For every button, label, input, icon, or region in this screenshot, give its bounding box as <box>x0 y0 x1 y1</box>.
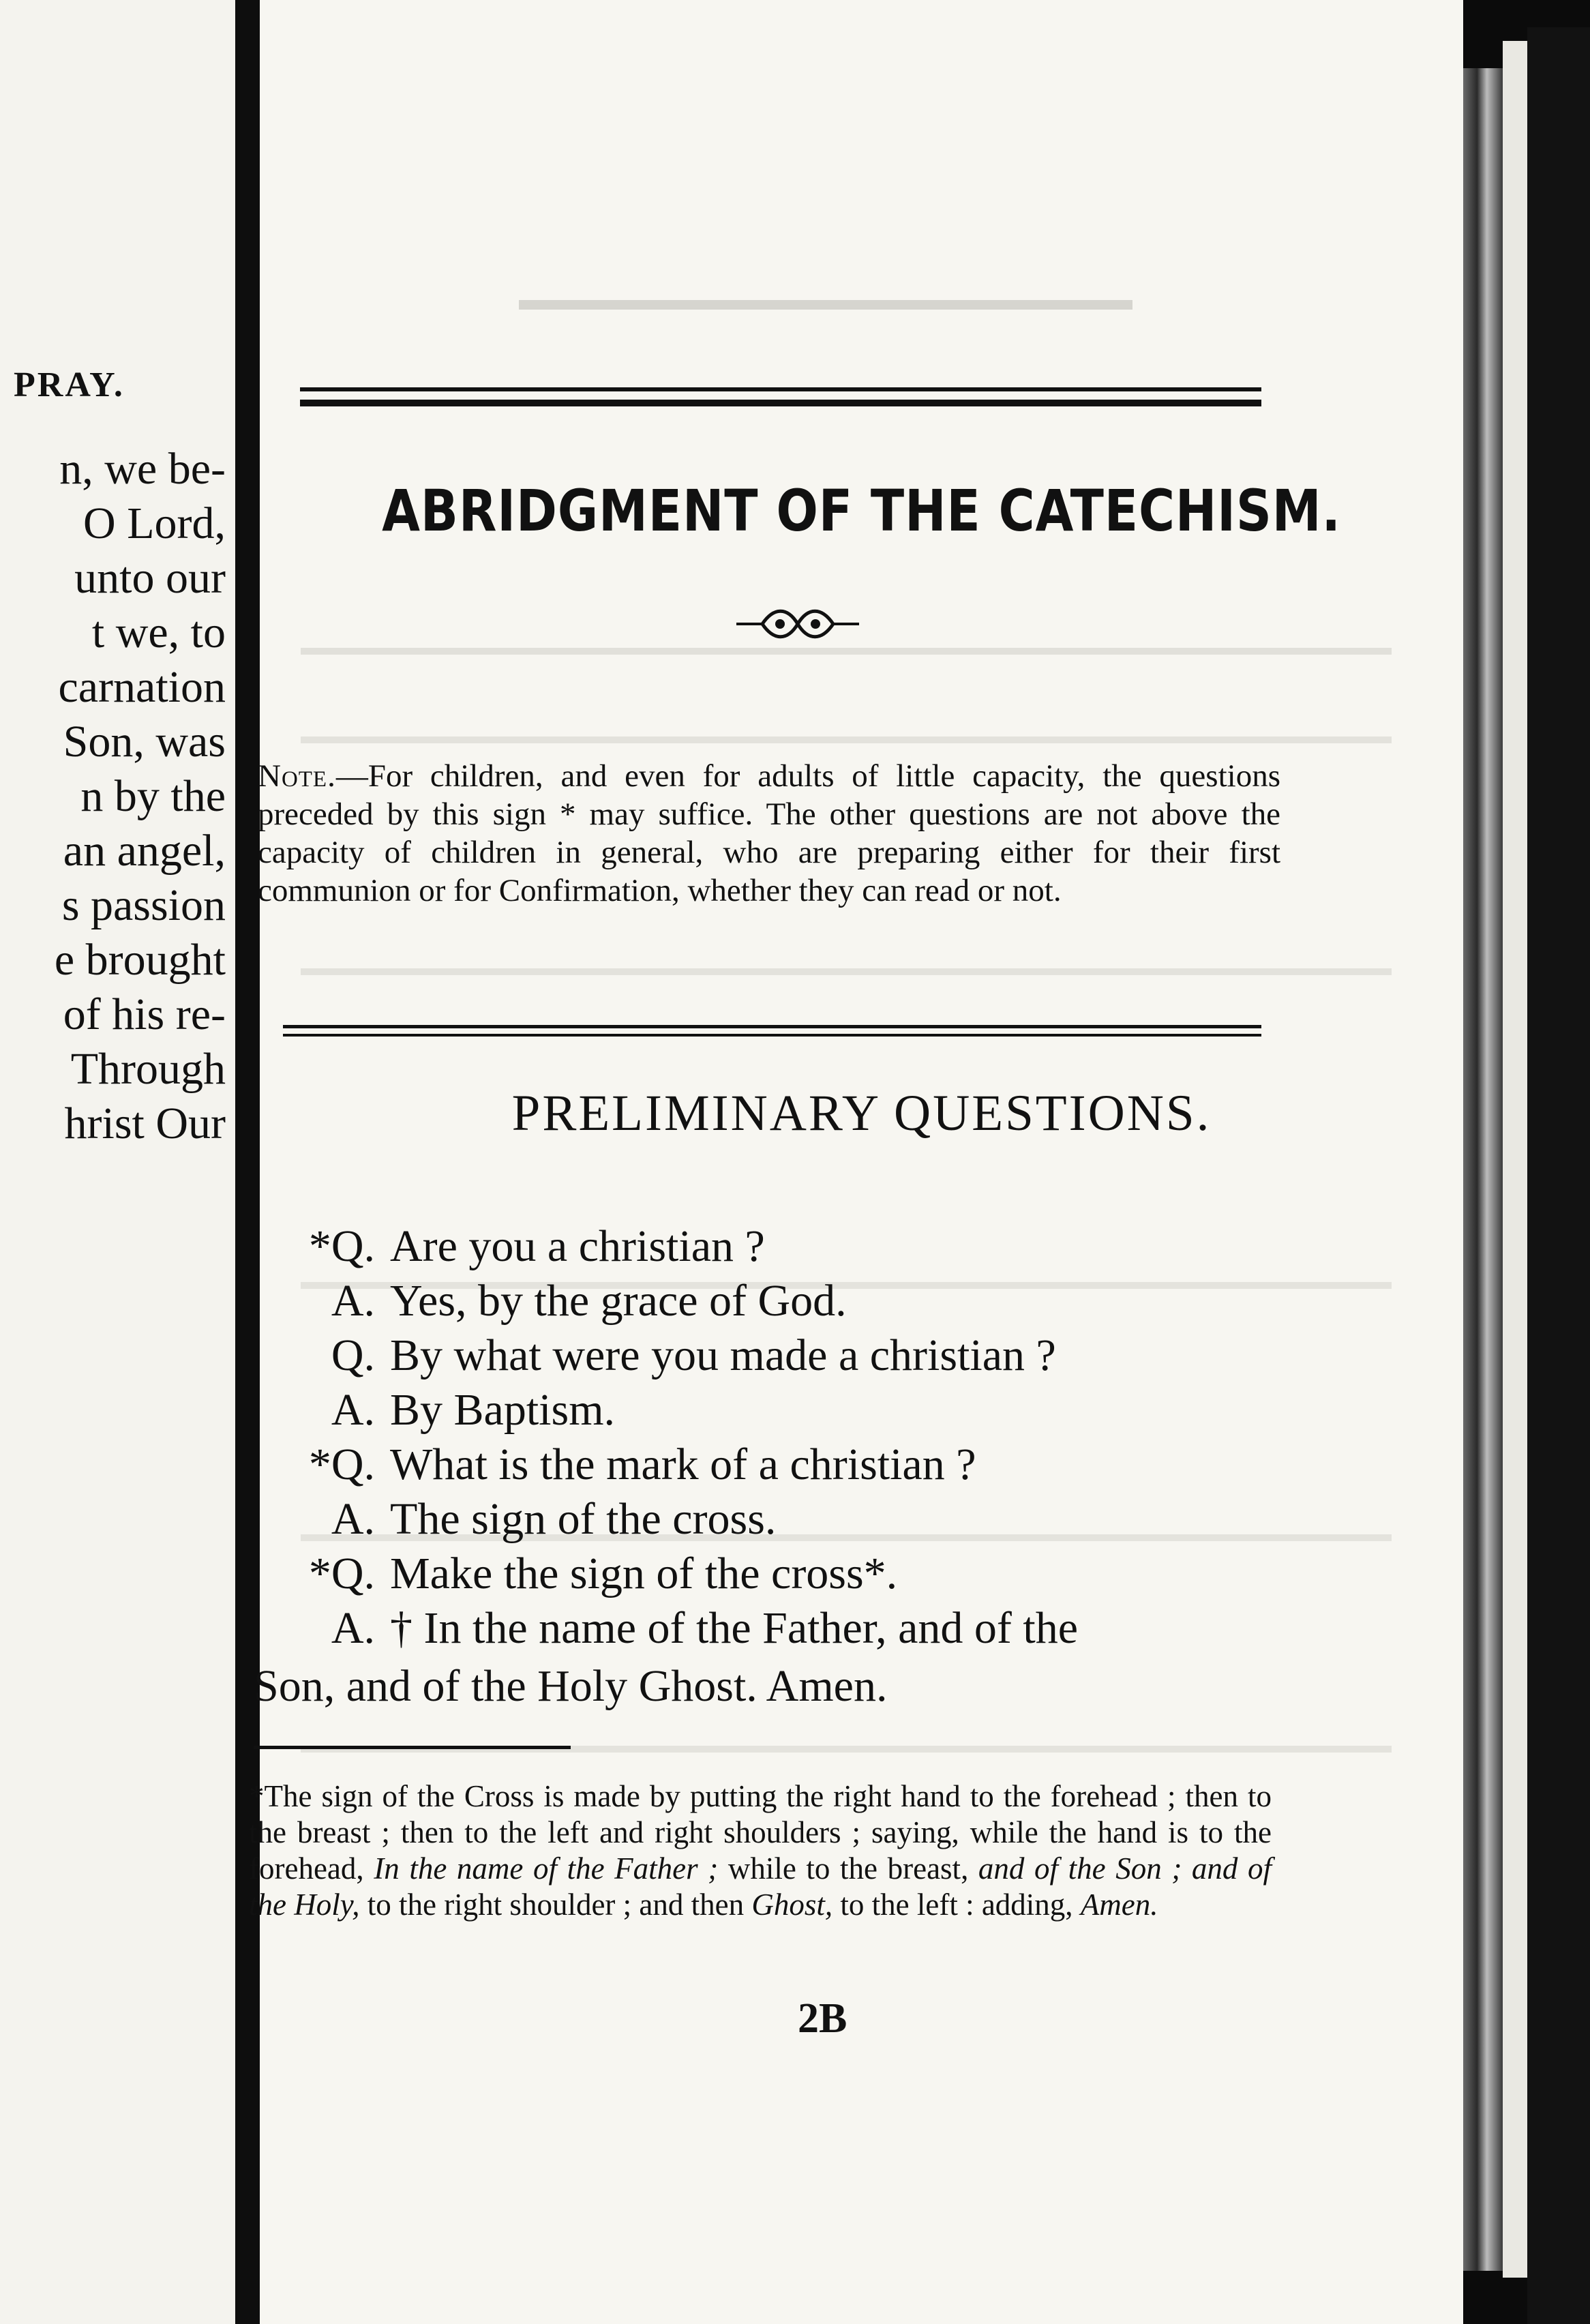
show-through-mark <box>301 648 1392 655</box>
footnote-text: *The sign of the Cross is made by putting the right hand to the forehead ; then to the breast ; then to the left and right shoulders ; saying, while the hand is to the forehead, <box>249 1779 1272 1886</box>
footnote-text: while to the breast, <box>718 1851 978 1886</box>
qa-marker: A. <box>331 1494 375 1544</box>
qa-text: By what were you made a christian ? <box>390 1330 1056 1380</box>
left-page-fragment <box>0 0 235 2324</box>
left-page-line: of his re- <box>63 989 226 1039</box>
qa-line <box>273 1385 616 1435</box>
left-page-line: hrist Our <box>64 1099 226 1148</box>
section-rule <box>283 1034 1261 1037</box>
ornament-flourish <box>736 604 859 644</box>
section-rule <box>283 1025 1261 1028</box>
footnote-italic: In the name of the Father ; <box>374 1851 719 1886</box>
footnote-italic: Amen. <box>1080 1888 1158 1922</box>
qa-text: By Baptism. <box>390 1385 616 1435</box>
top-rule-thick <box>300 400 1261 406</box>
qa-line <box>273 1221 765 1271</box>
left-page-line: carnation <box>58 662 226 712</box>
qa-text: Are you a christian ? <box>390 1221 765 1271</box>
page-edge-stack <box>1503 41 1527 2278</box>
note-text: —For children, and even for adults of little capacity, the questions preceded by this sign * may suffice. The other questions are not above the capacity of children in general, who are preparing either for their first communion or for Confirmation, whether they can read or not. <box>258 758 1280 908</box>
qa-line <box>273 1276 847 1326</box>
left-page-line: unto our <box>74 553 226 603</box>
left-page-heading: PRAY. <box>14 366 125 404</box>
page-title: ABRIDGMENT OF THE CATECHISM. <box>382 477 1341 544</box>
catechism-page <box>260 0 1463 2324</box>
qa-line <box>273 1551 897 1596</box>
footnote-text: to the left : adding, <box>832 1888 1081 1922</box>
qa-line <box>273 1494 777 1544</box>
left-page-line: n by the <box>80 771 226 821</box>
qa-text: What is the mark of a christian ? <box>390 1440 976 1489</box>
note-label: Note. <box>258 758 336 794</box>
qa-text: Yes, by the grace of God. <box>390 1276 847 1326</box>
qa-text: † In the name of the Father, and of the <box>390 1603 1079 1653</box>
signature-mark: 2B <box>798 1995 847 2042</box>
footnote-italic: and of the Son ; and of the Holy, <box>249 1851 1272 1922</box>
left-page-line: an angel, <box>63 826 226 876</box>
left-page-line: O Lord, <box>83 498 226 548</box>
top-rule <box>300 387 1261 391</box>
qa-marker: A. <box>331 1276 375 1326</box>
qa-line <box>273 1330 1056 1380</box>
page-edge-stack <box>1463 68 1503 2271</box>
left-page-line: e brought <box>54 935 226 985</box>
qa-continuation: Son, and of the Holy Ghost. Amen. <box>254 1661 888 1711</box>
qa-marker: A. <box>331 1603 375 1653</box>
footnote <box>249 1778 1272 1923</box>
left-page-line: t we, to <box>91 608 226 657</box>
left-page-line: s passion <box>61 880 226 930</box>
qa-text: The sign of the cross. <box>390 1494 777 1544</box>
footnote-text: to the right shoulder ; and then <box>359 1888 752 1922</box>
qa-line <box>273 1603 1079 1653</box>
show-through-mark <box>519 300 1132 310</box>
left-page-line: n, we be- <box>59 444 226 494</box>
book-gutter <box>235 0 260 2324</box>
qa-marker: *Q. <box>308 1221 375 1271</box>
qa-text: Make the sign of the cross*. <box>390 1549 898 1598</box>
show-through-mark <box>301 968 1392 975</box>
background-edge <box>1527 27 1590 2324</box>
footnote-rule <box>254 1746 571 1749</box>
qa-marker: *Q. <box>308 1549 375 1598</box>
left-page-line: Son, was <box>63 717 226 766</box>
left-page-line: Through <box>70 1044 226 1094</box>
qa-line <box>273 1442 976 1487</box>
show-through-mark <box>301 736 1392 743</box>
qa-marker: A. <box>331 1385 375 1435</box>
section-heading: PRELIMINARY QUESTIONS. <box>511 1085 1212 1142</box>
footnote-italic: Ghost, <box>751 1888 833 1922</box>
qa-marker: Q. <box>331 1330 375 1380</box>
note-paragraph <box>258 757 1280 910</box>
qa-marker: *Q. <box>308 1440 375 1489</box>
